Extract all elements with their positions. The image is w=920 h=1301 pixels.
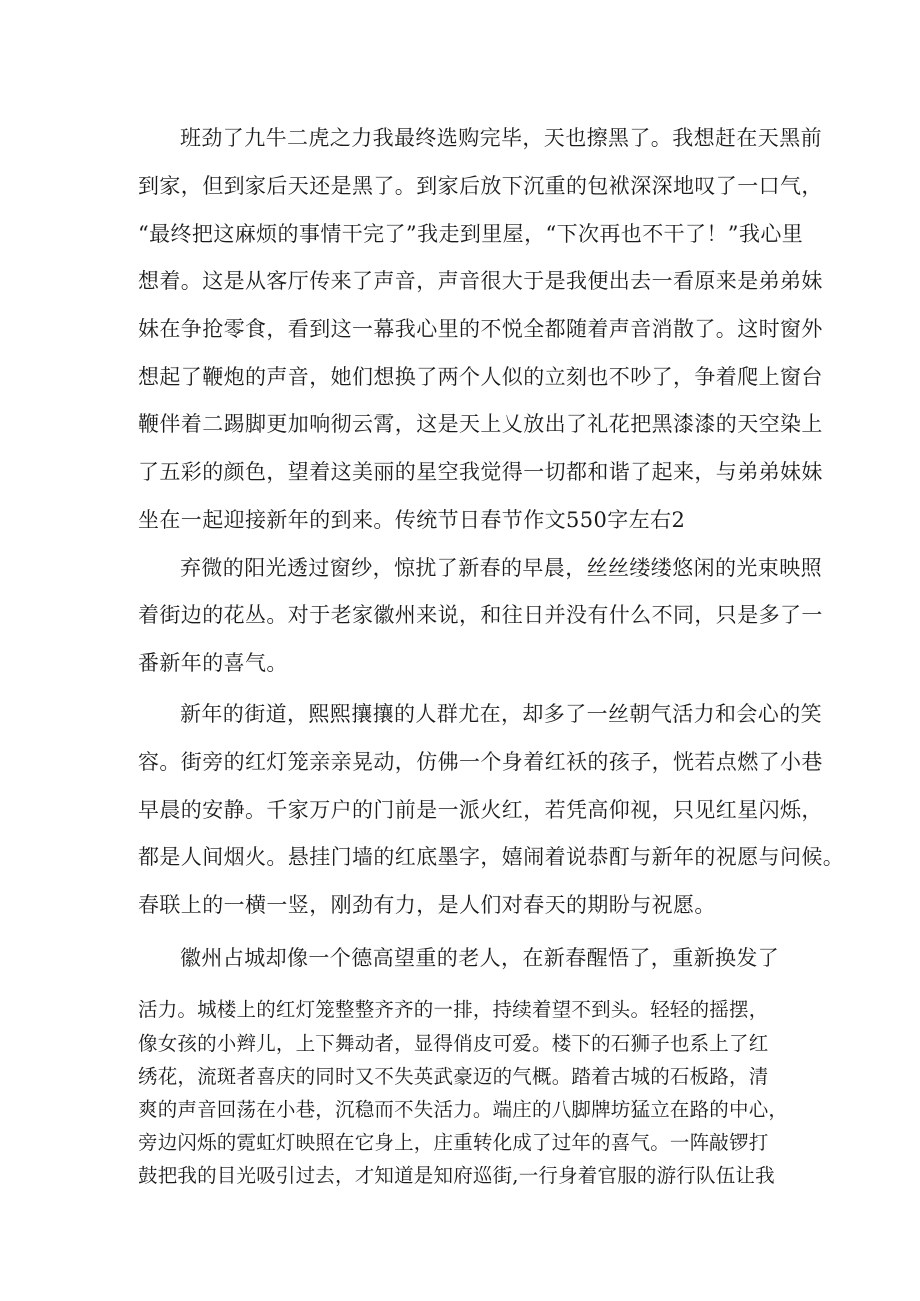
paragraph-4-line-4: 绣花，流斑者喜庆的同时又不失英武豪迈的气概。踏着古城的石板路，清 xyxy=(138,1065,769,1088)
paragraph-1-line-6: 想起了鞭炮的声音，她们想换了两个人似的立刻也不吵了，争着爬上窗台 xyxy=(138,365,823,389)
paragraph-2-line-2: 着街边的花丛。对于老家徽州来说，和往日并没有什么不同，只是多了一 xyxy=(138,603,823,627)
paragraph-3-line-5: 春联上的一横一竖，刚劲有力，是人们对春天的期盼与祝愿。 xyxy=(138,893,716,917)
paragraph-2-line-3: 番新年的喜气。 xyxy=(138,651,288,675)
paragraph-4-line-7: 鼓把我的目光吸引过去，才知道是知府巡街,一行身着官服的游行队伍让我 xyxy=(138,1164,775,1187)
paragraph-4-line-5: 爽的声音回荡在小巷，沉稳而不失活力。端庄的八脚牌坊猛立在路的中心， xyxy=(138,1098,789,1121)
paragraph-3-line-1: 新年的街道，熙熙攘攘的人群尤在，却多了一丝朝气活力和会心的笑 xyxy=(180,702,822,726)
paragraph-1-line-5: 妹在争抢零食，看到这一幕我心里的不悦全都随着声音消散了。这时窗外 xyxy=(138,317,823,341)
paragraph-4-line-1: 徽州占城却像一个德高望重的老人，在新春醒悟了，重新换发了 xyxy=(180,946,780,970)
paragraph-1-line-8: 了五彩的颜色，望着这美丽的星空我觉得一切都和谐了起来，与弟弟妹妹 xyxy=(138,460,823,484)
paragraph-4-line-2: 活力。城楼上的红灯笼整整齐齐的一排，持续着望不到头。轻轻的摇摆， xyxy=(138,998,769,1021)
paragraph-4-line-6: 旁边闪烁的霓虹灯映照在它身上，庄重转化成了过年的喜气。一阵敲锣打 xyxy=(138,1131,769,1154)
paragraph-3-line-2: 容。街旁的红灯笼亲亲晃动，仿佛一个身着红袄的孩子，恍若点燃了小巷 xyxy=(138,750,823,774)
paragraph-1-line-7: 鞭伴着二踢脚更加响彻云霄，这是天上乂放出了礼花把黑漆漆的天空染上 xyxy=(138,412,823,436)
paragraph-1-line-3: “最终把这麻烦的事情干完了”我走到里屋，“下次再也不干了！”我心里 xyxy=(138,222,804,246)
paragraph-1-line-2: 到家，但到家后天还是黑了。到家后放下沉重的包袱深深地叹了一口气， xyxy=(138,174,823,198)
paragraph-3-line-4: 都是人间烟火。悬挂门墙的红底墨字，嬉闹着说恭酊与新年的祝愿与问候。 xyxy=(138,845,845,869)
paragraph-4-line-3: 像女孩的小辫儿，上下舞动者，显得俏皮可爱。楼下的石狮子也系上了红 xyxy=(138,1032,769,1055)
paragraph-1-line-9: 坐在一起迎接新年的到来。传统节日春节作文550字左右2 xyxy=(138,508,686,532)
paragraph-1-line-4: 想着。这是从客厅传来了声音，声音很大于是我便出去一看原来是弟弟妹 xyxy=(138,269,823,293)
paragraph-2-line-1: 弃微的阳光透过窗纱，惊扰了新春的早晨，丝丝缕缕悠闲的光束映照 xyxy=(180,556,822,580)
paragraph-1-line-1: 班劲了九牛二虎之力我最终选购完毕，天也擦黑了。我想赶在天黑前 xyxy=(180,126,822,150)
paragraph-3-line-3: 早晨的安静。千家万户的门前是一派火红，若凭高仰视，只见红星闪烁， xyxy=(138,798,823,822)
